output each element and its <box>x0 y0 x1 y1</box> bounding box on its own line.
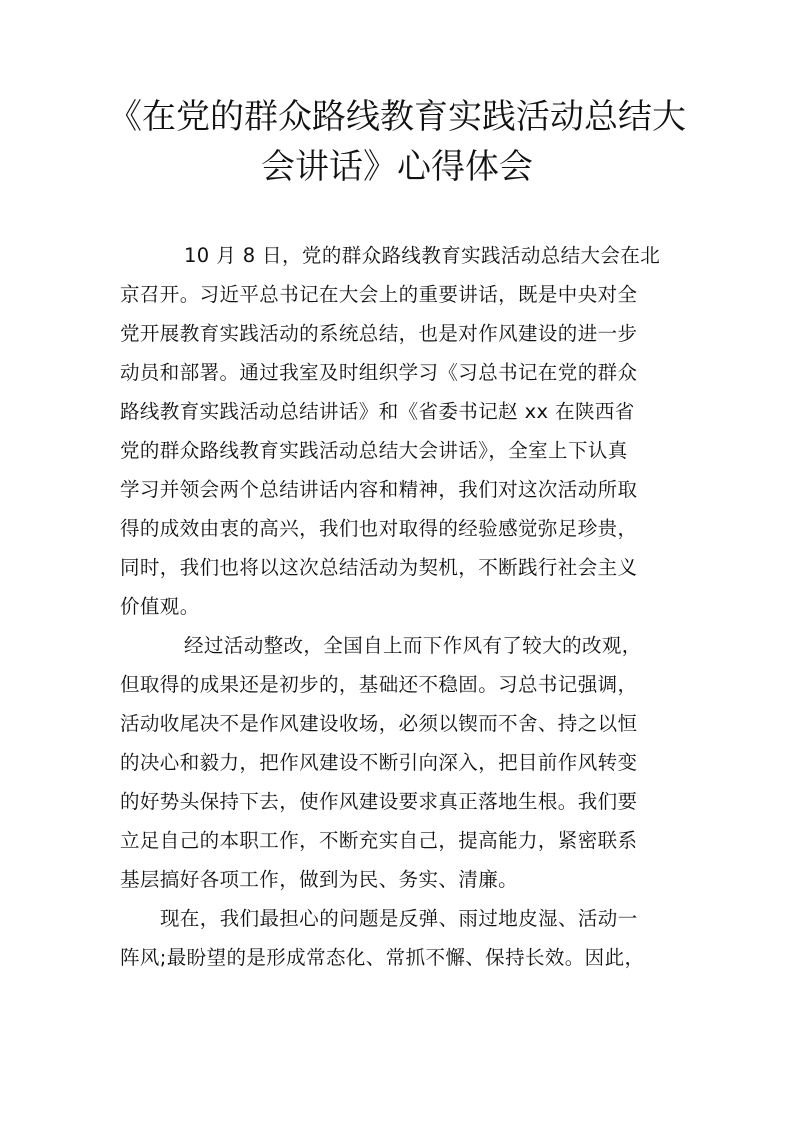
title-line-2: 会讲话》心得体会 <box>261 147 533 187</box>
paragraph-line: 党的群众路线教育实践活动总结大会讲话》，全室上下认真 <box>120 439 628 462</box>
paragraph-2 <box>120 626 680 899</box>
paragraph-line: 立足自己的本职工作，不断充实自己，提高能力，紧密联系 <box>120 829 638 852</box>
paragraph-line: 现在，我们最担心的问题是反弹、雨过地皮湿、活动一 <box>160 907 638 930</box>
paragraph-line: 10 月 8 日，党的群众路线教育实践活动总结大会在北 <box>184 244 661 267</box>
paragraph-line: 的好势头保持下去，使作风建设要求真正落地生根。我们要 <box>120 790 638 813</box>
document-title <box>80 92 714 192</box>
paragraph-line: 学习并领会两个总结讲话内容和精神，我们对这次活动所取 <box>120 478 638 501</box>
document-body <box>120 236 680 977</box>
paragraph-line: 阵风;最盼望的是形成常态化、常抓不懈、保持长效。因此， <box>120 946 645 969</box>
paragraph-line: 价值观。 <box>120 595 200 618</box>
paragraph-line: 基层搞好各项工作，做到为民、务实、清廉。 <box>120 868 519 891</box>
paragraph-line: 路线教育实践活动总结讲话》和《省委书记赵 xx 在陕西省 <box>120 400 635 423</box>
paragraph-line: 活动收尾决不是作风建设收场，必须以锲而不舍、持之以恒 <box>120 712 638 735</box>
title-line-1: 《在党的群众路线教育实践活动总结大 <box>108 97 686 137</box>
paragraph-3 <box>120 899 680 977</box>
paragraph-line: 党开展教育实践活动的系统总结，也是对作风建设的进一步 <box>120 322 638 345</box>
paragraph-line: 得的成效由衷的高兴，我们也对取得的经验感觉弥足珍贵， <box>120 517 638 540</box>
paragraph-line: 同时，我们也将以这次总结活动为契机，不断践行社会主义 <box>120 556 638 579</box>
paragraph-1 <box>120 236 680 626</box>
paragraph-line: 但取得的成果还是初步的，基础还不稳固。习总书记强调， <box>120 673 638 696</box>
paragraph-line: 的决心和毅力，把作风建设不断引向深入，把目前作风转变 <box>120 751 638 774</box>
paragraph-line: 经过活动整改，全国自上而下作风有了较大的改观， <box>184 634 642 657</box>
paragraph-line: 京召开。习近平总书记在大会上的重要讲话，既是中央对全 <box>120 283 638 306</box>
paragraph-line: 动员和部署。通过我室及时组织学习《习总书记在党的群众 <box>120 361 638 384</box>
